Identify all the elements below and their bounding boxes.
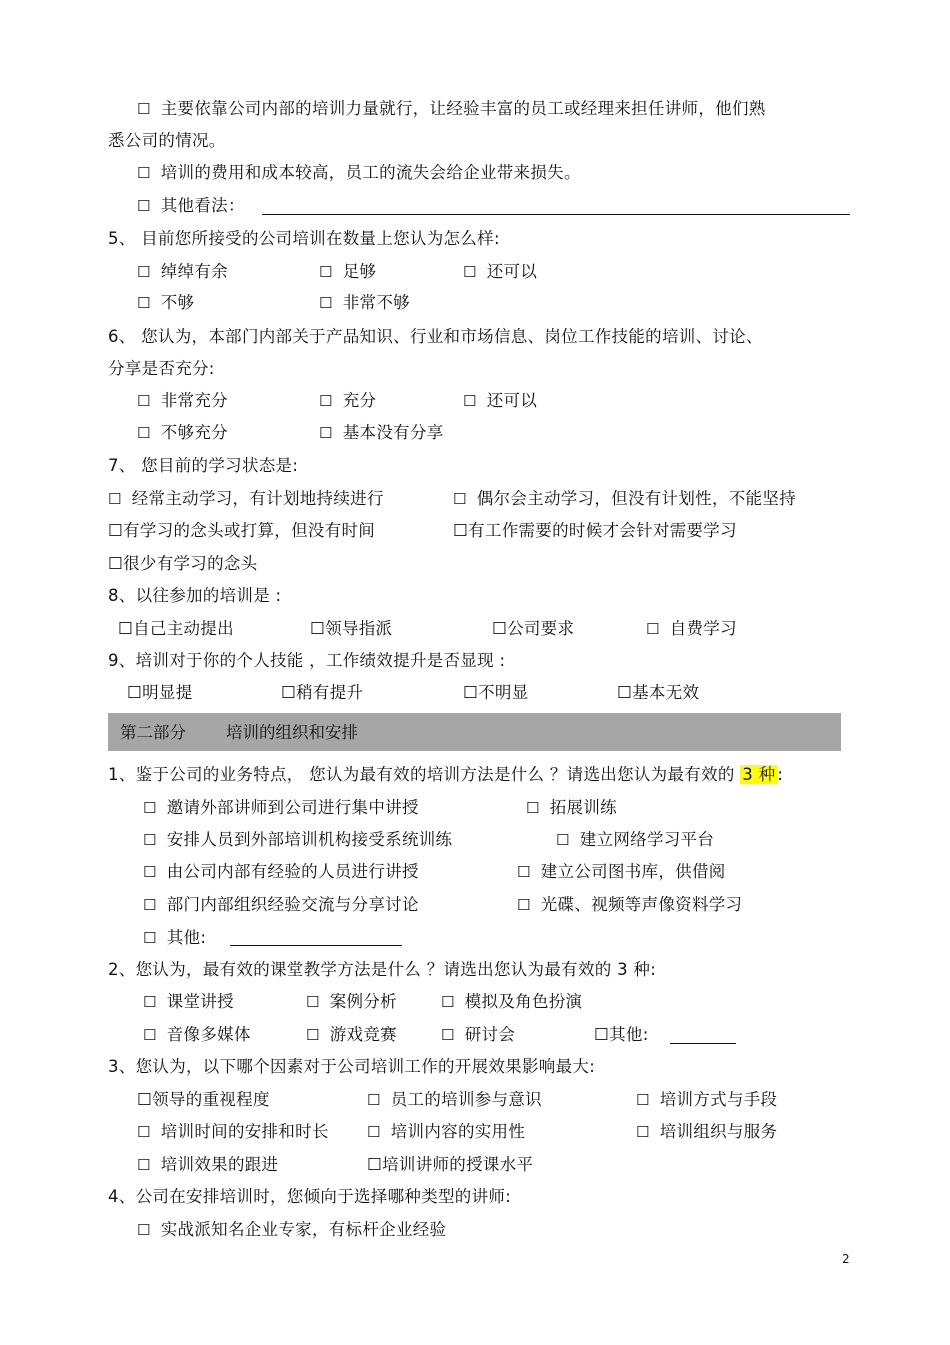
p2-q3-option[interactable]: ☐ 培训时间的安排和时长 <box>137 1122 329 1141</box>
checkbox-icon: ☐ <box>319 424 333 442</box>
checkbox-icon: ☐ <box>453 521 469 540</box>
p2-q4-title: 4、公司在安排培训时，您倾向于选择哪种类型的讲师: <box>108 1187 512 1206</box>
checkbox-icon: ☐ <box>137 164 151 182</box>
checkbox-icon: ☐ <box>137 197 151 215</box>
checkbox-icon: ☐ <box>143 993 157 1011</box>
p2-q2-option[interactable]: ☐ 案例分析 <box>306 992 397 1011</box>
checkbox-icon: ☐ <box>137 294 151 312</box>
p2-q1-title: 1、鉴于公司的业务特点， 您认为最有效的培训方法是什么 ？请选出您认为最有效的 3 种 : <box>108 765 784 784</box>
p2-q2-option[interactable]: ☐ 游戏竞赛 <box>306 1025 397 1044</box>
checkbox-icon: ☐ <box>306 1026 320 1044</box>
p2-q3-option[interactable]: ☐ 培训组织与服务 <box>636 1122 778 1141</box>
q6-option[interactable]: ☐ 还可以 <box>463 391 538 410</box>
p2-q1-option[interactable]: ☐ 部门内部组织经验交流与分享讨论 <box>143 895 419 914</box>
q5-option[interactable]: ☐ 非常不够 <box>319 293 410 312</box>
q7-option[interactable]: ☐很少有学习的念头 <box>108 554 258 573</box>
p2-q2-title: 2、您认为，最有效的课堂教学方法是什么 ？请选出您认为最有效的 3 种: <box>108 960 657 979</box>
checkbox-icon: ☐ <box>310 619 326 638</box>
checkbox-icon: ☐ <box>137 1090 153 1109</box>
p2-q3-option[interactable]: ☐领导的重视程度 <box>137 1090 270 1109</box>
checkbox-icon: ☐ <box>556 831 570 849</box>
q4-option-internal[interactable]: ☐ 主要依靠公司内部的培训力量就行，让经验丰富的员工或经理来担任讲师，他们熟 <box>137 99 766 118</box>
q4-other-blank[interactable] <box>262 214 850 215</box>
q8-option[interactable]: ☐公司要求 <box>492 619 575 638</box>
q4-option-cost[interactable]: ☐ 培训的费用和成本较高，员工的流失会给企业带来损失。 <box>137 163 581 182</box>
page-number: 2 <box>842 1252 850 1266</box>
checkbox-icon: ☐ <box>319 263 333 281</box>
checkbox-icon: ☐ <box>143 1026 157 1044</box>
checkbox-icon: ☐ <box>137 100 151 118</box>
checkbox-icon: ☐ <box>492 619 508 638</box>
q6-title-cont: 分享是否充分: <box>108 359 215 378</box>
q5-title: 5、 目前您所接受的公司培训在数量上您认为怎么样: <box>108 229 500 248</box>
q5-option[interactable]: ☐ 绰绰有余 <box>137 262 228 281</box>
checkbox-icon: ☐ <box>463 263 477 281</box>
checkbox-icon: ☐ <box>143 896 157 914</box>
p2-q3-option[interactable]: ☐ 员工的培训参与意识 <box>367 1090 542 1109</box>
q7-option[interactable]: ☐ 偶尔会主动学习，但没有计划性，不能坚持 <box>453 489 796 508</box>
section-header-part2 <box>108 713 841 751</box>
p2-q2-option[interactable]: ☐ 课堂讲授 <box>143 992 234 1011</box>
checkbox-icon: ☐ <box>143 799 157 817</box>
p2-q2-option[interactable]: ☐ 音像多媒体 <box>143 1025 251 1044</box>
checkbox-icon: ☐ <box>137 424 151 442</box>
checkbox-icon: ☐ <box>453 490 467 508</box>
checkbox-icon: ☐ <box>319 392 333 410</box>
p2-q1-option[interactable]: ☐ 光碟、视频等声像资料学习 <box>517 895 743 914</box>
q4-option-internal-cont: 悉公司的情况。 <box>108 131 226 150</box>
q8-title: 8、以往参加的培训是 : <box>108 586 282 605</box>
p2-q2-other-blank[interactable] <box>670 1043 736 1044</box>
checkbox-icon: ☐ <box>463 392 477 410</box>
q6-title: 6、 您认为，本部门内部关于产品知识、行业和市场信息、岗位工作技能的培训、讨论、 <box>108 327 763 346</box>
p2-q3-option[interactable]: ☐ 培训方式与手段 <box>636 1090 778 1109</box>
p2-q2-option[interactable]: ☐ 研讨会 <box>441 1025 516 1044</box>
q7-title: 7、 您目前的学习状态是: <box>108 456 299 475</box>
p2-q2-option-other[interactable]: ☐其他: <box>594 1025 649 1044</box>
q6-option[interactable]: ☐ 不够充分 <box>137 423 228 442</box>
checkbox-icon: ☐ <box>367 1155 383 1174</box>
q5-option[interactable]: ☐ 还可以 <box>463 262 538 281</box>
q9-option[interactable]: ☐明显提 <box>127 683 193 702</box>
p2-q1-option[interactable]: ☐ 拓展训练 <box>526 798 617 817</box>
checkbox-icon: ☐ <box>137 1123 151 1141</box>
checkbox-icon: ☐ <box>118 619 134 638</box>
p2-q1-option[interactable]: ☐ 邀请外部讲师到公司进行集中讲授 <box>143 798 419 817</box>
p2-q4-option[interactable]: ☐ 实战派知名企业专家，有标杆企业经验 <box>137 1220 447 1239</box>
checkbox-icon: ☐ <box>108 490 122 508</box>
checkbox-icon: ☐ <box>594 1025 610 1044</box>
p2-q3-option[interactable]: ☐培训讲师的授课水平 <box>367 1155 534 1174</box>
checkbox-icon: ☐ <box>441 993 455 1011</box>
checkbox-icon: ☐ <box>636 1123 650 1141</box>
p2-q1-other-blank[interactable] <box>230 945 402 946</box>
checkbox-icon: ☐ <box>517 863 531 881</box>
section-title: 培训的组织和安排 <box>226 723 358 742</box>
p2-q1-option-other[interactable]: ☐ 其他: <box>143 928 207 947</box>
section-number: 第二部分 <box>120 723 186 742</box>
checkbox-icon: ☐ <box>137 1156 151 1174</box>
q5-option[interactable]: ☐ 足够 <box>319 262 377 281</box>
checkbox-icon: ☐ <box>367 1091 381 1109</box>
q6-option[interactable]: ☐ 非常充分 <box>137 391 228 410</box>
p2-q3-option[interactable]: ☐ 培训内容的实用性 <box>367 1122 526 1141</box>
q8-option[interactable]: ☐ 自费学习 <box>646 619 737 638</box>
q5-option[interactable]: ☐ 不够 <box>137 293 195 312</box>
p2-q2-option[interactable]: ☐ 模拟及角色扮演 <box>441 992 583 1011</box>
q9-option[interactable]: ☐稍有提升 <box>281 683 364 702</box>
q6-option[interactable]: ☐ 基本没有分享 <box>319 423 444 442</box>
p2-q1-option[interactable]: ☐ 由公司内部有经验的人员进行讲授 <box>143 862 419 881</box>
q8-option[interactable]: ☐领导指派 <box>310 619 393 638</box>
q9-option[interactable]: ☐基本无效 <box>617 683 700 702</box>
checkbox-icon: ☐ <box>441 1026 455 1044</box>
q8-option[interactable]: ☐自己主动提出 <box>118 619 234 638</box>
q7-option[interactable]: ☐有工作需要的时候才会针对需要学习 <box>453 521 737 540</box>
q7-option[interactable]: ☐ 经常主动学习，有计划地持续进行 <box>108 489 384 508</box>
checkbox-icon: ☐ <box>463 683 479 702</box>
p2-q3-title: 3、您认为，以下哪个因素对于公司培训工作的开展效果影响最大: <box>108 1057 596 1076</box>
checkbox-icon: ☐ <box>319 294 333 312</box>
q6-option[interactable]: ☐ 充分 <box>319 391 377 410</box>
q9-option[interactable]: ☐不明显 <box>463 683 529 702</box>
p2-q1-option[interactable]: ☐ 安排人员到外部培训机构接受系统训练 <box>143 830 453 849</box>
checkbox-icon: ☐ <box>137 1221 151 1239</box>
checkbox-icon: ☐ <box>367 1123 381 1141</box>
p2-q1-option[interactable]: ☐ 建立网络学习平台 <box>556 830 715 849</box>
checkbox-icon: ☐ <box>143 831 157 849</box>
checkbox-icon: ☐ <box>143 929 157 947</box>
checkbox-icon: ☐ <box>127 683 143 702</box>
checkbox-icon: ☐ <box>108 521 124 540</box>
q7-option[interactable]: ☐有学习的念头或打算，但没有时间 <box>108 521 376 540</box>
checkbox-icon: ☐ <box>646 620 660 638</box>
q4-option-other[interactable]: ☐ 其他看法： <box>137 196 245 215</box>
checkbox-icon: ☐ <box>526 799 540 817</box>
checkbox-icon: ☐ <box>617 683 633 702</box>
checkbox-icon: ☐ <box>517 896 531 914</box>
checkbox-icon: ☐ <box>137 263 151 281</box>
p2-q1-option[interactable]: ☐ 建立公司图书库，供借阅 <box>517 862 726 881</box>
q9-title: 9、培训对于你的个人技能 ，工作绩效提升是否显现 : <box>108 651 506 670</box>
checkbox-icon: ☐ <box>281 683 297 702</box>
checkbox-icon: ☐ <box>306 993 320 1011</box>
checkbox-icon: ☐ <box>636 1091 650 1109</box>
highlight-3-kinds: 3 种 <box>742 765 776 784</box>
checkbox-icon: ☐ <box>143 863 157 881</box>
checkbox-icon: ☐ <box>108 554 124 573</box>
checkbox-icon: ☐ <box>137 392 151 410</box>
p2-q3-option[interactable]: ☐ 培训效果的跟进 <box>137 1155 279 1174</box>
